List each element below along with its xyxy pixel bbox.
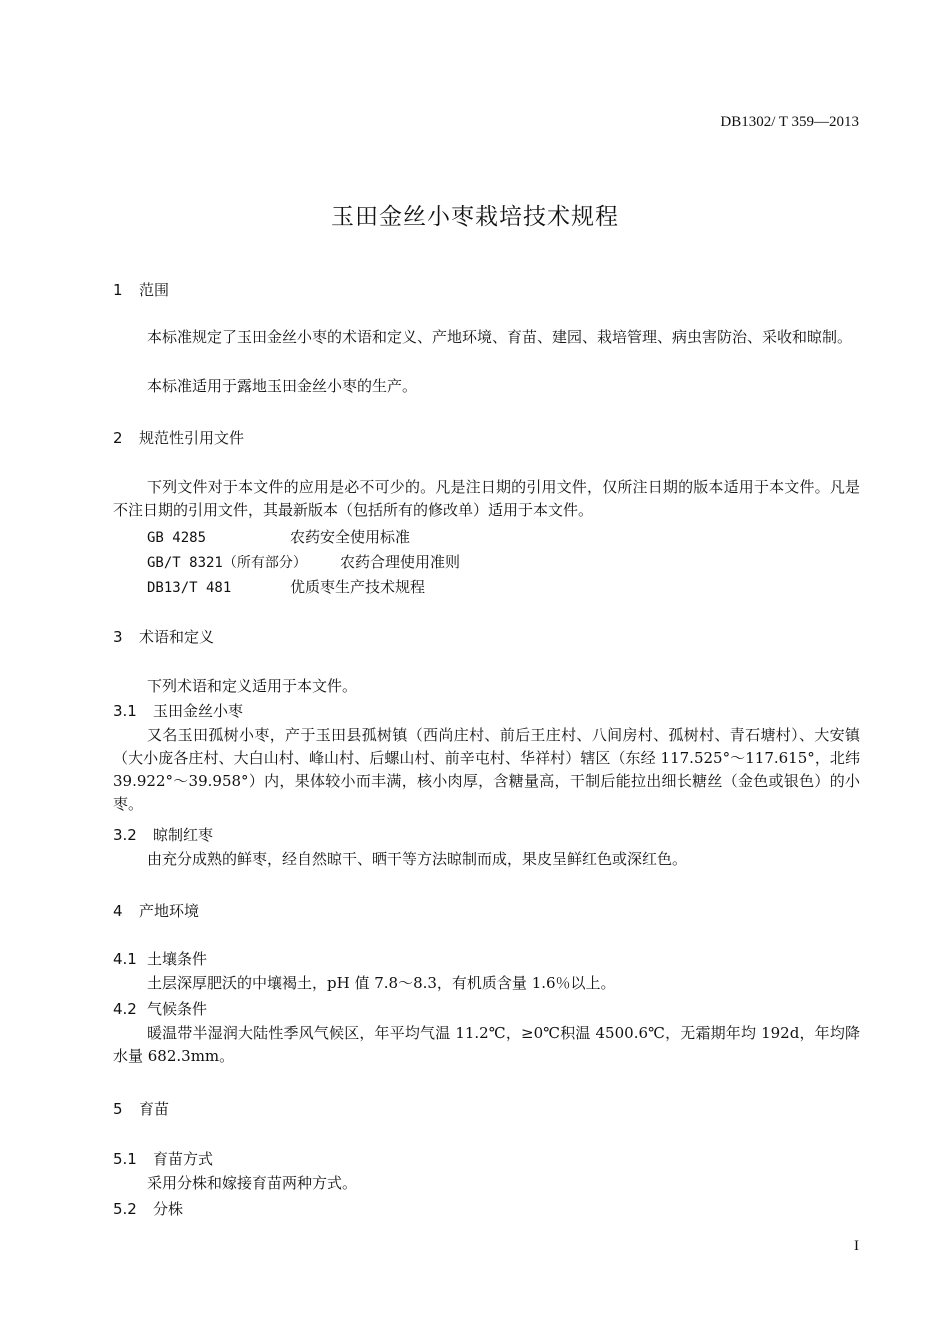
section-number: 1 (113, 281, 123, 299)
reference-name: 优质枣生产技术规程 (290, 578, 426, 596)
subsection-5-1-text: 采用分株和嫁接育苗两种方式。 (147, 1174, 358, 1192)
subsection-5-1-heading (113, 1148, 213, 1169)
section-title: 育苗 (139, 1100, 170, 1118)
subsection-title: 育苗方式 (153, 1150, 214, 1168)
reference-item (147, 526, 410, 547)
subsection-3-2-text: 由充分成熟的鲜枣，经自然晾干、晒干等方法晾制而成，果皮呈鲜红色或深红色。 (147, 850, 688, 868)
subsection-4-2-heading (113, 998, 207, 1019)
subsection-title: 土壤条件 (147, 950, 208, 968)
section-3-heading (113, 626, 214, 647)
reference-item (147, 551, 460, 572)
section-5-heading (113, 1098, 169, 1119)
subsection-number: 3.2 (113, 826, 137, 844)
reference-code: DB13/T 481 (147, 580, 232, 596)
subsection-title: 玉田金丝小枣 (153, 702, 244, 720)
subsection-number: 4.1 (113, 950, 137, 968)
page-number: I (854, 1238, 859, 1254)
subsection-title: 分株 (153, 1200, 184, 1218)
reference-item (147, 576, 425, 597)
subsection-number: 5.2 (113, 1200, 137, 1218)
subsection-4-1-text: 土层深厚肥沃的中壤褐土，pH 值 7.8～8.3，有机质含量 1.6％以上。 (147, 974, 616, 992)
section-number: 2 (113, 429, 123, 447)
section-number: 5 (113, 1100, 123, 1118)
section-1-paragraph-1: 本标准规定了玉田金丝小枣的术语和定义、产地环境、育苗、建园、栽培管理、病虫害防治、采收和晾制。 (147, 328, 853, 346)
reference-name: 农药安全使用标准 (290, 528, 411, 546)
section-number: 4 (113, 902, 123, 920)
section-2-paragraph-1: 下列文件对于本文件的应用是必不可少的。凡是注日期的引用文件，仅所注日期的版本适用于本文件。凡是不注日期的引用文件，其最新版本（包括所有的修改单）适用于本文件。 (113, 478, 860, 519)
subsection-number: 3.1 (113, 702, 137, 720)
subsection-3-1-heading (113, 700, 243, 721)
subsection-4-2-text: 暖温带半湿润大陆性季风气候区，年平均气温 11.2℃，≥0℃积温 4500.6℃，无霜期年均 192d，年均降水量 682.3mm。 (113, 1024, 860, 1065)
subsection-title: 气候条件 (147, 1000, 208, 1018)
section-1-paragraph-2: 本标准适用于露地玉田金丝小枣的生产。 (147, 377, 418, 395)
subsection-number: 4.2 (113, 1000, 137, 1018)
section-title: 范围 (139, 281, 170, 299)
section-title: 产地环境 (139, 902, 200, 920)
subsection-number: 5.1 (113, 1150, 137, 1168)
reference-code: GB/T 8321（所有部分） (147, 555, 307, 571)
subsection-3-1-text: 又名玉田孤树小枣，产于玉田县孤树镇（西尚庄村、前后王庄村、八间房村、孤树村、青石塘村）、大安镇（大小庞各庄村、大白山村、峰山村、后螺山村、前辛屯村、华祥村）辖区（东经 117.525°～117.615°，北纬 39.922°～39.958°）内，果体较小而丰满，核小肉厚，含糖量高，干制后能拉出细长糖丝（金色或银色）的小枣。 (113, 726, 860, 813)
reference-code: GB 4285 (147, 530, 207, 546)
subsection-5-2-heading (113, 1198, 183, 1219)
section-4-heading (113, 900, 199, 921)
section-title: 术语和定义 (139, 628, 215, 646)
reference-name: 农药合理使用准则 (340, 553, 461, 571)
subsection-4-1-heading (113, 948, 207, 969)
document-title: 玉田金丝小枣栽培技术规程 (331, 204, 619, 230)
subsection-3-2-heading (113, 824, 213, 845)
section-1-heading (113, 279, 169, 300)
section-2-heading (113, 427, 244, 448)
section-3-paragraph-1: 下列术语和定义适用于本文件。 (147, 677, 358, 695)
standard-code: DB1302/ T 359—2013 (720, 114, 859, 130)
section-number: 3 (113, 628, 123, 646)
section-title: 规范性引用文件 (139, 429, 245, 447)
subsection-title: 晾制红枣 (153, 826, 214, 844)
